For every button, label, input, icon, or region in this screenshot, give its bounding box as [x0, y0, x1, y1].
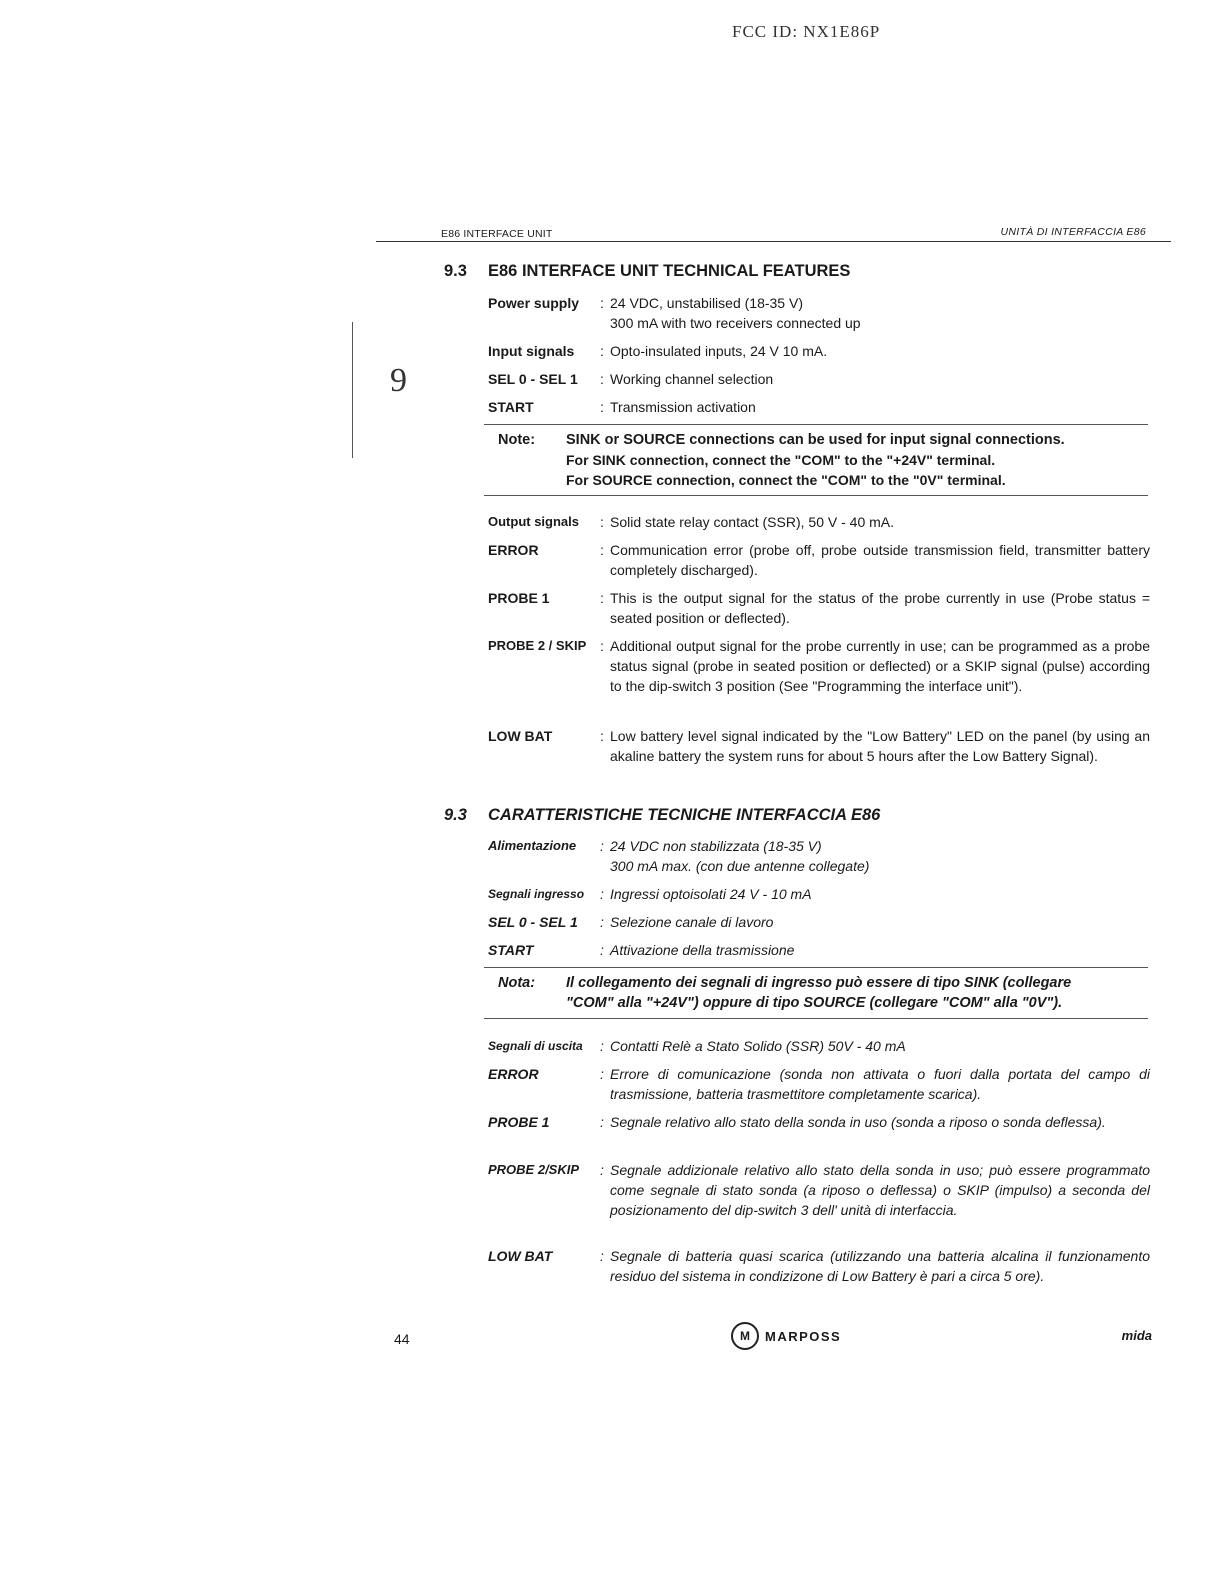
- en-probe1-value: This is the output signal for the status of the probe currently in use (Probe status = seated position or deflected).: [610, 590, 1150, 626]
- it-note-label: Nota:: [498, 975, 536, 991]
- en-error-row: ERROR : Communication error (probe off, probe outside transmission field, transmitter battery completely discharged).: [488, 542, 1150, 578]
- it-power-value-2: 300 mA max. (con due antenne collegate): [610, 858, 870, 874]
- it-error-label: ERROR: [488, 1066, 539, 1082]
- it-output-value: Contatti Relè a Stato Solido (SSR) 50V - 40 mA: [610, 1038, 906, 1054]
- it-probe2-label: PROBE 2/SKIP: [488, 1162, 580, 1177]
- it-lowbat-value: Segnale di batteria quasi scarica (utilizzando una batteria alcalina il funzionamento residuo del sistema in condizizone di Low Battery è pari a circa 5 ore).: [610, 1248, 1150, 1284]
- it-probe2-value: Segnale addizionale relativo allo stato della sonda in uso; può essere programmato come segnale di stato sonda (a riposo o deflessa) o SKIP (impulso) a seconda del posizionamento del dip-switch 3 dell' unità di interfaccia.: [610, 1162, 1150, 1218]
- it-input-label: Segnali ingresso: [488, 887, 585, 901]
- marposs-logo: [731, 1322, 841, 1350]
- it-error-value: Errore di comunicazione (sonda non attivata o fuori dalla portata del campo di trasmissione, batteria trasmettitore completamente scarica).: [610, 1066, 1150, 1102]
- en-sel-value: Working channel selection: [610, 371, 774, 387]
- en-note-line-3: For SOURCE connection, connect the "COM" to the "0V" terminal.: [566, 472, 1006, 488]
- en-input-row: Input signals : Opto-insulated inputs, 24 V 10 mA.: [488, 341, 1150, 361]
- it-section-number: 9.3: [444, 806, 467, 824]
- page-number: 44: [394, 1331, 410, 1347]
- en-probe2-label: PROBE 2 / SKIP: [488, 638, 587, 653]
- en-power-value-1: 24 VDC, unstabilised (18-35 V): [610, 295, 803, 311]
- it-note-box: [484, 967, 1148, 1019]
- en-sel-row: SEL 0 - SEL 1 : Working channel selection: [488, 369, 1150, 389]
- it-input-row: Segnali ingresso : Ingressi optoisolati 24 V - 10 mA: [488, 884, 1150, 904]
- it-sel-label: SEL 0 - SEL 1: [488, 914, 578, 930]
- marposs-logo-icon: M: [731, 1322, 759, 1350]
- en-output-row: Output signals : Solid state relay contact (SSR), 50 V - 40 mA.: [488, 512, 1150, 532]
- en-lowbat-value: Low battery level signal indicated by the "Low Battery" LED on the panel (by using an akaline battery the system runs for about 5 hours after the Low Battery Signal).: [610, 728, 1150, 764]
- en-sel-label: SEL 0 - SEL 1: [488, 371, 578, 387]
- en-error-value: Communication error (probe off, probe outside transmission field, transmitter battery completely discharged).: [610, 542, 1150, 578]
- en-output-label: Output signals: [488, 514, 579, 529]
- it-probe1-value: Segnale relativo allo stato della sonda in uso (sonda a riposo o sonda deflessa).: [610, 1114, 1106, 1130]
- it-section-title: CARATTERISTICHE TECNICHE INTERFACCIA E86: [488, 806, 881, 824]
- en-power-value-2: 300 mA with two receivers connected up: [610, 315, 861, 331]
- en-note-line-2: For SINK connection, connect the "COM" to the "+24V" terminal.: [566, 452, 996, 468]
- en-probe2-row: PROBE 2 / SKIP : Additional output signal for the probe currently in use; can be programmed as a probe status signal (probe in seated position or deflected) or a SKIP signal (pulse) according to the dip-switch 3 position (See "Programming the interface unit").: [488, 638, 1150, 694]
- en-note-line-1: SINK or SOURCE connections can be used for input signal connections.: [566, 432, 1065, 448]
- margin-section-mark: 9: [390, 362, 407, 399]
- en-probe1-row: PROBE 1 : This is the output signal for the status of the probe currently in use (Probe status = seated position or deflected).: [488, 590, 1150, 626]
- it-note-line-1: Il collegamento dei segnali di ingresso può essere di tipo SINK (collegare: [566, 975, 1072, 991]
- it-sel-row: SEL 0 - SEL 1 : Selezione canale di lavoro: [488, 912, 1150, 932]
- it-power-row: Alimentazione : 24 VDC non stabilizzata (18-35 V) 300 mA max. (con due antenne collegate): [488, 836, 1150, 876]
- it-start-row: START : Attivazione della trasmissione: [488, 940, 1150, 960]
- running-header-right: UNITÀ DI INTERFACCIA E86: [1000, 226, 1146, 238]
- it-power-value-1: 24 VDC non stabilizzata (18-35 V): [610, 838, 822, 854]
- en-probe1-label: PROBE 1: [488, 590, 550, 606]
- it-lowbat-row: LOW BAT : Segnale di batteria quasi scarica (utilizzando una batteria alcalina il funzionamento residuo del sistema in condizizone di Low Battery è pari a circa 5 ore).: [488, 1248, 1150, 1284]
- it-sel-value: Selezione canale di lavoro: [610, 914, 774, 930]
- it-start-label: START: [488, 942, 534, 958]
- fcc-id-stamp: FCC ID: NX1E86P: [732, 22, 881, 41]
- en-lowbat-row: LOW BAT : Low battery level signal indicated by the "Low Battery" LED on the panel (by using an akaline battery the system runs for about 5 hours after the Low Battery Signal).: [488, 728, 1150, 764]
- it-probe1-row: PROBE 1 : Segnale relativo allo stato della sonda in uso (sonda a riposo o sonda deflessa).: [488, 1112, 1150, 1132]
- en-start-value: Transmission activation: [610, 399, 756, 415]
- running-header-left: E86 INTERFACE UNIT: [441, 228, 553, 240]
- header-rule: [376, 241, 1171, 242]
- en-start-label: START: [488, 399, 534, 415]
- it-output-row: Segnali di uscita : Contatti Relè a Stato Solido (SSR) 50V - 40 mA: [488, 1036, 1150, 1056]
- it-lowbat-label: LOW BAT: [488, 1248, 553, 1264]
- it-start-value: Attivazione della trasmissione: [610, 942, 795, 958]
- en-input-value: Opto-insulated inputs, 24 V 10 mA.: [610, 343, 828, 359]
- it-input-value: Ingressi optoisolati 24 V - 10 mA: [610, 886, 812, 902]
- en-start-row: START : Transmission activation: [488, 397, 1150, 417]
- en-note-box: [484, 424, 1148, 496]
- en-output-value: Solid state relay contact (SSR), 50 V - 40 mA.: [610, 514, 895, 530]
- it-output-label: Segnali di uscita: [488, 1039, 583, 1053]
- en-lowbat-label: LOW BAT: [488, 728, 553, 744]
- en-power-label: Power supply: [488, 295, 580, 311]
- en-section-number: 9.3: [444, 262, 467, 280]
- en-probe2-value: Additional output signal for the probe currently in use; can be programmed as a probe status signal (probe in seated position or deflected) or a SKIP signal (pulse) according to the dip-switch 3 position (See "Programming the interface unit").: [610, 638, 1150, 694]
- it-probe2-row: PROBE 2/SKIP : Segnale addizionale relativo allo stato della sonda in uso; può essere programmato come segnale di stato sonda (a riposo o deflessa) o SKIP (impulso) a seconda del posizionamento del dip-switch 3 dell' unità di interfaccia.: [488, 1162, 1150, 1218]
- en-power-row: Power supply : 24 VDC, unstabilised (18-35 V) 300 mA with two receivers connected up: [488, 293, 1150, 333]
- it-error-row: ERROR : Errore di comunicazione (sonda non attivata o fuori dalla portata del campo di trasmissione, batteria trasmettitore completamente scarica).: [488, 1066, 1150, 1102]
- en-section-title: E86 INTERFACE UNIT TECHNICAL FEATURES: [488, 262, 851, 280]
- product-name: mida: [1121, 1328, 1152, 1343]
- en-error-label: ERROR: [488, 542, 539, 558]
- marposs-brand: MARPOSS: [765, 1328, 842, 1344]
- it-note-line-2: "COM" alla "+24V") oppure di tipo SOURCE (collegare "COM" alla "0V").: [566, 995, 1063, 1011]
- it-power-label: Alimentazione: [488, 838, 577, 853]
- it-probe1-label: PROBE 1: [488, 1114, 550, 1130]
- en-input-label: Input signals: [488, 343, 575, 359]
- en-note-label: Note:: [498, 432, 536, 448]
- margin-bar: [352, 322, 353, 458]
